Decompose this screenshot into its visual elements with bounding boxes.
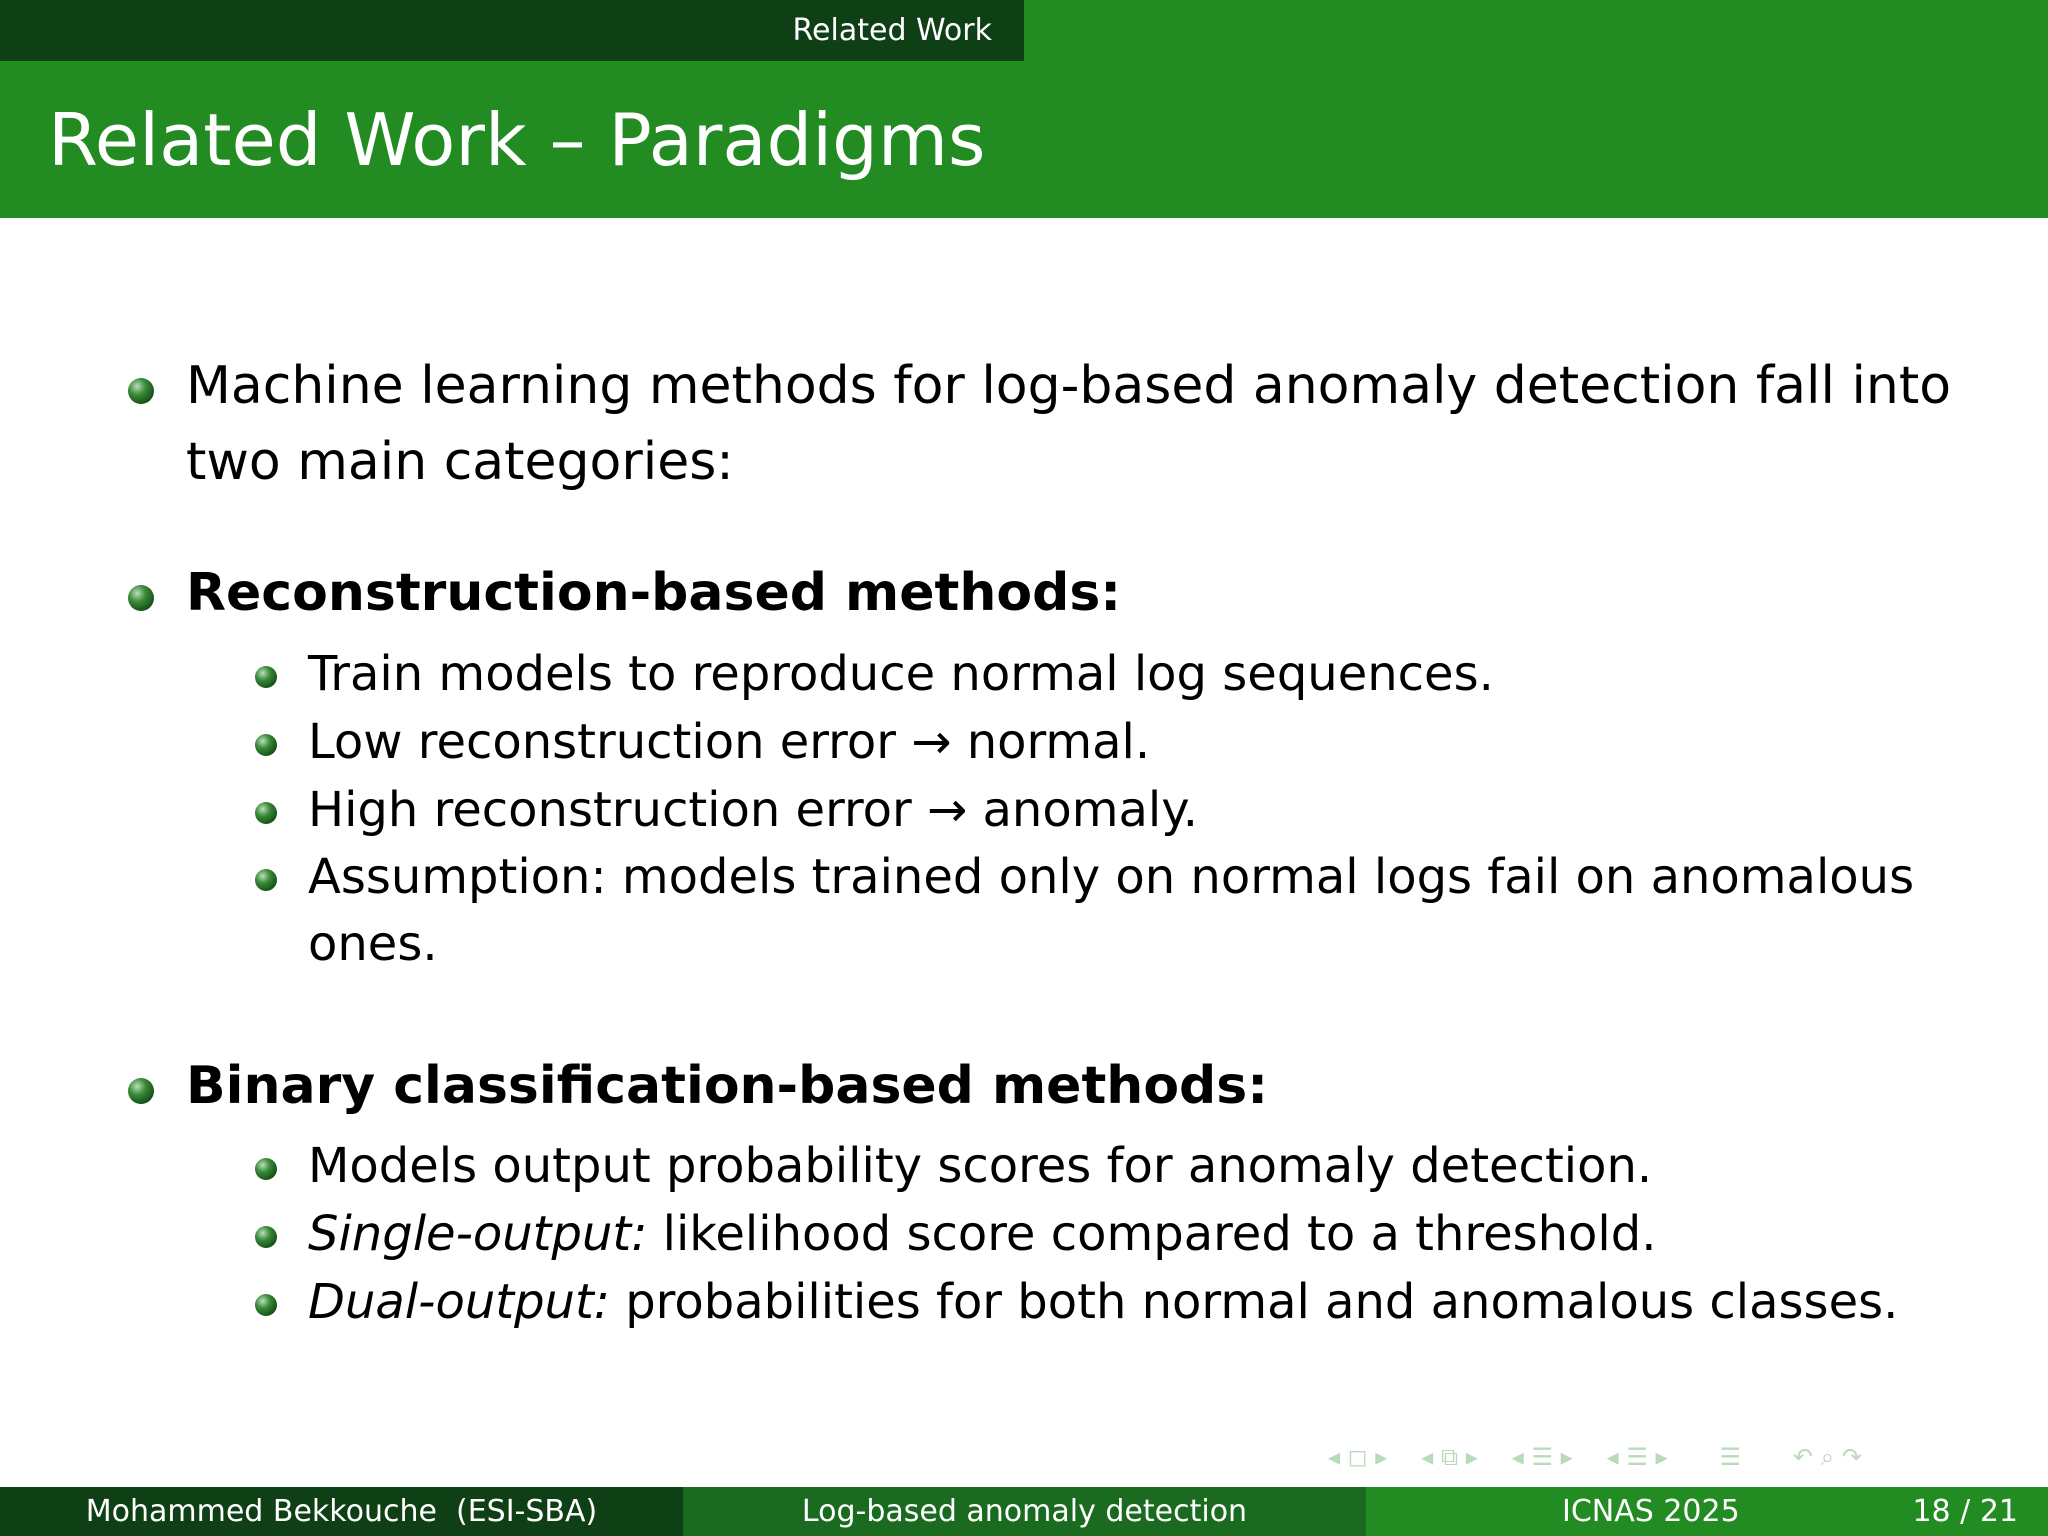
binary-item-2-rest: likelihood score compared to a threshold. [647, 1206, 1657, 1262]
binary-item-3-em: Dual-output: [308, 1274, 610, 1330]
binary-item-2 [308, 1200, 1656, 1268]
sub-bullet-icon [255, 1158, 277, 1180]
footer-talk-title: Log-based anomaly detection [801, 1494, 1248, 1529]
footline [0, 1487, 2048, 1536]
sub-bullet-icon [255, 734, 277, 756]
nav-search-icon[interactable]: ↶ ⌕ ↷ [1793, 1443, 1862, 1471]
footer-date-box [1366, 1487, 2048, 1536]
nav-slide-icon[interactable]: ◂ ◻ ▸ [1328, 1443, 1388, 1471]
sub-bullet-icon [255, 802, 277, 824]
recon-item-1: Train models to reproduce normal log sequences. [308, 646, 1494, 702]
sub-bullet-icon [255, 666, 277, 688]
nav-frame-icon[interactable]: ◂ ⧉ ▸ [1421, 1443, 1478, 1471]
nav-subsection-icon[interactable]: ◂ ☰ ▸ [1511, 1443, 1573, 1471]
binary-item-2-em: Single-output: [308, 1206, 648, 1262]
frame-title: Related Work – Paradigms [48, 98, 986, 182]
footer-author: Mohammed Bekkouche (ESI-SBA) [85, 1494, 598, 1529]
sub-bullet-icon [255, 869, 277, 891]
binary-item-1: Models output probability scores for anomaly detection. [308, 1138, 1653, 1194]
bullet-icon [128, 1078, 154, 1104]
nav-doc-icon[interactable]: ☰ [1719, 1443, 1742, 1471]
recon-item-3: High reconstruction error → anomaly. [308, 782, 1199, 838]
section-nav-label: Related Work [792, 13, 992, 48]
footer-author-box [0, 1487, 683, 1536]
intro-text-line1: Machine learning methods for log-based anomaly detection fall into [186, 356, 1952, 416]
binary-heading: Binary classification-based methods: [186, 1056, 1269, 1116]
bullet-icon [128, 378, 154, 404]
beamer-nav-symbols [1325, 1440, 1865, 1474]
recon-item-4: Assumption: models trained only on normal logs fail on anomalous [308, 849, 1915, 905]
nav-section-icon[interactable]: ◂ ☰ ▸ [1606, 1443, 1668, 1471]
recon-heading: Reconstruction-based methods: [186, 563, 1122, 623]
recon-item-4-cont: ones. [308, 916, 438, 972]
binary-item-3-rest: probabilities for both normal and anomalous classes. [609, 1274, 1899, 1330]
footer-title-box [683, 1487, 1366, 1536]
intro-text-line2: two main categories: [186, 432, 734, 492]
sub-bullet-icon [255, 1294, 277, 1316]
bullet-icon [128, 585, 154, 611]
footer-page-number: 18 / 21 [1912, 1494, 2018, 1529]
sub-bullet-icon [255, 1226, 277, 1248]
footer-conference: ICNAS 2025 [1562, 1494, 1740, 1529]
binary-item-3 [308, 1268, 1898, 1336]
recon-item-2: Low reconstruction error → normal. [308, 714, 1151, 770]
